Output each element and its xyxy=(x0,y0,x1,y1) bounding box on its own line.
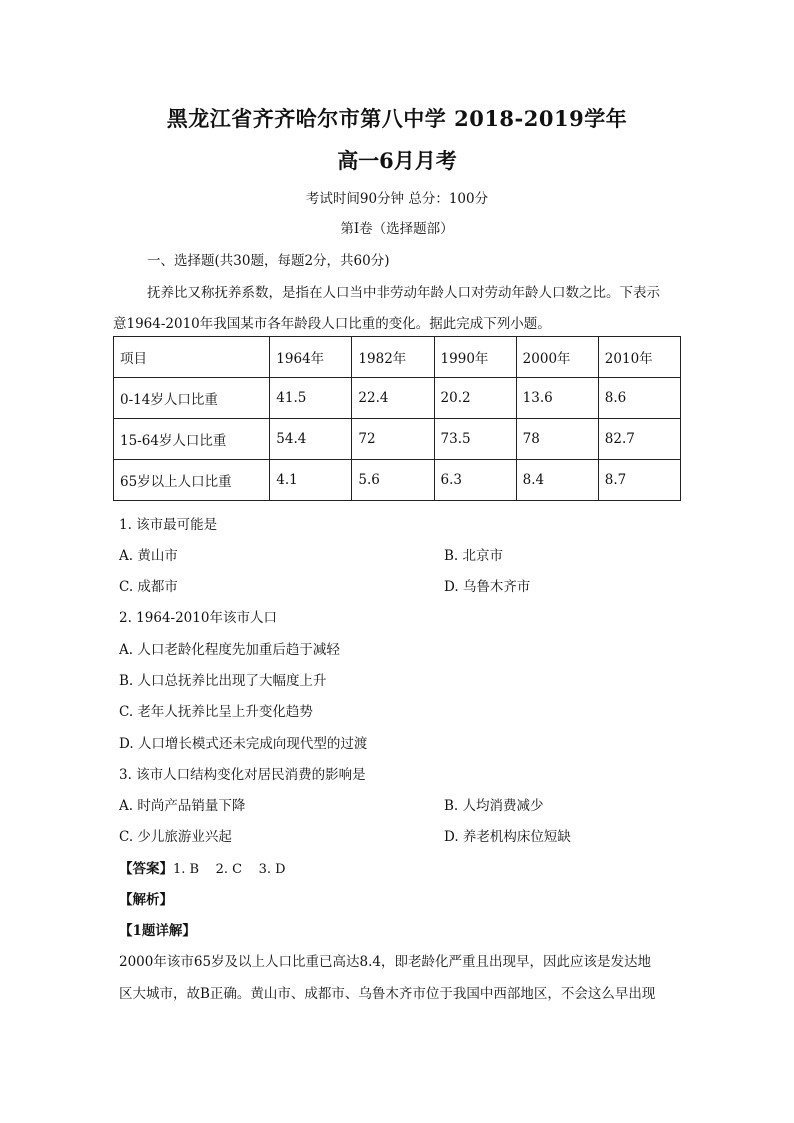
document-title: 黑龙江省齐齐哈尔市第八中学 2018-2019学年 xyxy=(166,106,628,131)
table-cell: 41.5 xyxy=(270,378,352,419)
table-cell: 13.6 xyxy=(516,378,598,419)
analysis-detail-label: 【1题详解】 xyxy=(119,923,196,939)
table-cell: 20.2 xyxy=(434,378,516,419)
question-1-option-b: B. 北京市 xyxy=(444,548,504,564)
table-header-cell: 项目 xyxy=(114,337,270,378)
analysis-line-1: 2000年该市65岁及以上人口比重已高达8.4，即老龄化严重且出现早，因此应该是发达地 xyxy=(119,954,652,970)
question-3-option-d: D. 养老机构床位短缺 xyxy=(444,829,571,845)
table-cell: 73.5 xyxy=(434,419,516,460)
question-2-option-b: B. 人口总抚养比出现了大幅度上升 xyxy=(119,673,327,689)
answer-text: 1. B 2. C 3. D xyxy=(173,862,286,877)
table-cell: 5.6 xyxy=(352,460,434,501)
question-3-option-a: A. 时尚产品销量下降 xyxy=(119,798,246,814)
table-row xyxy=(114,378,681,419)
question-3-stem: 3. 该市人口结构变化对居民消费的影响是 xyxy=(119,767,366,783)
analysis-label: 【解析】 xyxy=(119,892,173,908)
table-cell: 65岁以上人口比重 xyxy=(114,460,270,501)
question-1-stem: 1. 该市最可能是 xyxy=(119,517,218,533)
table-cell: 72 xyxy=(352,419,434,460)
question-2-option-c: C. 老年人抚养比呈上升变化趋势 xyxy=(119,704,313,720)
table-cell: 54.4 xyxy=(270,419,352,460)
table-cell: 82.7 xyxy=(598,419,680,460)
analysis-line-2: 区大城市，故B正确。黄山市、成都市、乌鲁木齐市位于我国中西部地区，不会这么早出现 xyxy=(119,986,656,1002)
question-1-option-a: A. 黄山市 xyxy=(119,548,178,564)
question-1-option-d: D. 乌鲁木齐市 xyxy=(444,579,531,595)
question-3-option-c: C. 少儿旅游业兴起 xyxy=(119,829,232,845)
table-row xyxy=(114,419,681,460)
population-table xyxy=(113,336,681,501)
table-header-cell: 2000年 xyxy=(516,337,598,378)
section-heading: 一、选择题(共30题，每题2分，共60分) xyxy=(147,253,390,269)
table-header-cell: 2010年 xyxy=(598,337,680,378)
exam-info: 考试时间90分钟 总分：100分 xyxy=(305,191,489,207)
table-cell: 78 xyxy=(516,419,598,460)
question-2-option-a: A. 人口老龄化程度先加重后趋于减轻 xyxy=(119,642,340,658)
table-row xyxy=(114,460,681,501)
intro-line-2: 意1964-2010年我国某市各年龄段人口比重的变化。据此完成下列小题。 xyxy=(113,316,551,332)
answer-line xyxy=(119,857,286,877)
volume-heading: 第Ⅰ卷（选择题部） xyxy=(340,221,454,237)
document-subtitle: 高一6月月考 xyxy=(337,148,457,173)
question-1-option-c: C. 成都市 xyxy=(119,579,178,595)
table-header-cell: 1964年 xyxy=(270,337,352,378)
table-cell: 15-64岁人口比重 xyxy=(114,419,270,460)
answer-label: 【答案】 xyxy=(119,861,173,877)
table-header-cell: 1990年 xyxy=(434,337,516,378)
table-cell: 22.4 xyxy=(352,378,434,419)
intro-line-1: 抚养比又称抚养系数，是指在人口当中非劳动年龄人口对劳动年龄人口数之比。下表示 xyxy=(147,285,660,301)
question-3-option-b: B. 人均消费减少 xyxy=(444,798,544,814)
table-cell: 8.6 xyxy=(598,378,680,419)
question-2-stem: 2. 1964-2010年该市人口 xyxy=(119,610,277,626)
table-cell: 4.1 xyxy=(270,460,352,501)
table-header-cell: 1982年 xyxy=(352,337,434,378)
table-cell: 0-14岁人口比重 xyxy=(114,378,270,419)
question-2-option-d: D. 人口增长模式还未完成向现代型的过渡 xyxy=(119,736,368,752)
table-cell: 6.3 xyxy=(434,460,516,501)
table-cell: 8.4 xyxy=(516,460,598,501)
table-cell: 8.7 xyxy=(598,460,680,501)
table-header-row xyxy=(114,337,681,378)
